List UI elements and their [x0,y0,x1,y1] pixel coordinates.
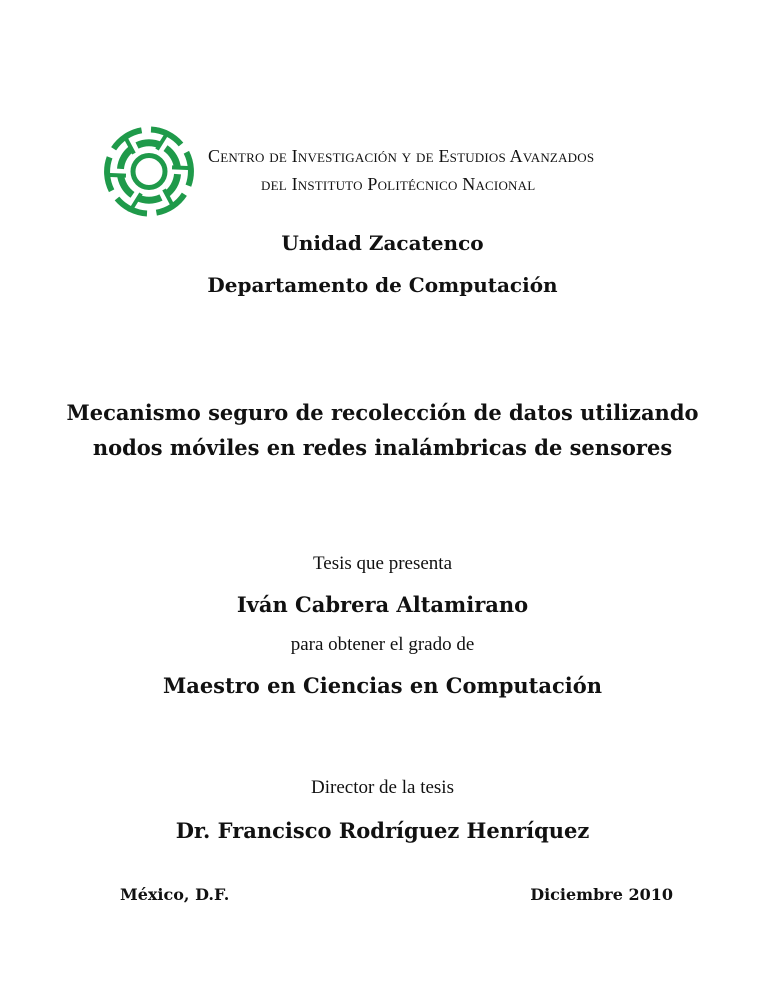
unit-name: Unidad Zacatenco [281,231,484,255]
advisor-label: Director de la tesis [311,777,454,798]
place: México, D.F. [120,885,230,904]
cinvestav-logo-icon [104,124,194,219]
advisor-name: Dr. Francisco Rodríguez Henríquez [175,818,590,843]
institution-name-line2: del Instituto Politécnico Nacional [261,174,536,194]
date: Diciembre 2010 [530,885,673,904]
presented-label: Tesis que presenta [312,553,452,574]
degree-label: para obtener el grado de [290,634,475,655]
thesis-title-line2: nodos móviles en redes inalámbricas de sensores [92,435,673,460]
institution-name-line1: Centro de Investigación y de Estudios Avanzados [208,146,595,166]
thesis-title-line1: Mecanismo seguro de recolección de datos utilizando [66,400,699,425]
author-name: Iván Cabrera Altamirano [236,592,529,617]
degree-name: Maestro en Ciencias en Computación [162,673,603,698]
department-name: Departamento de Computación [207,273,558,297]
